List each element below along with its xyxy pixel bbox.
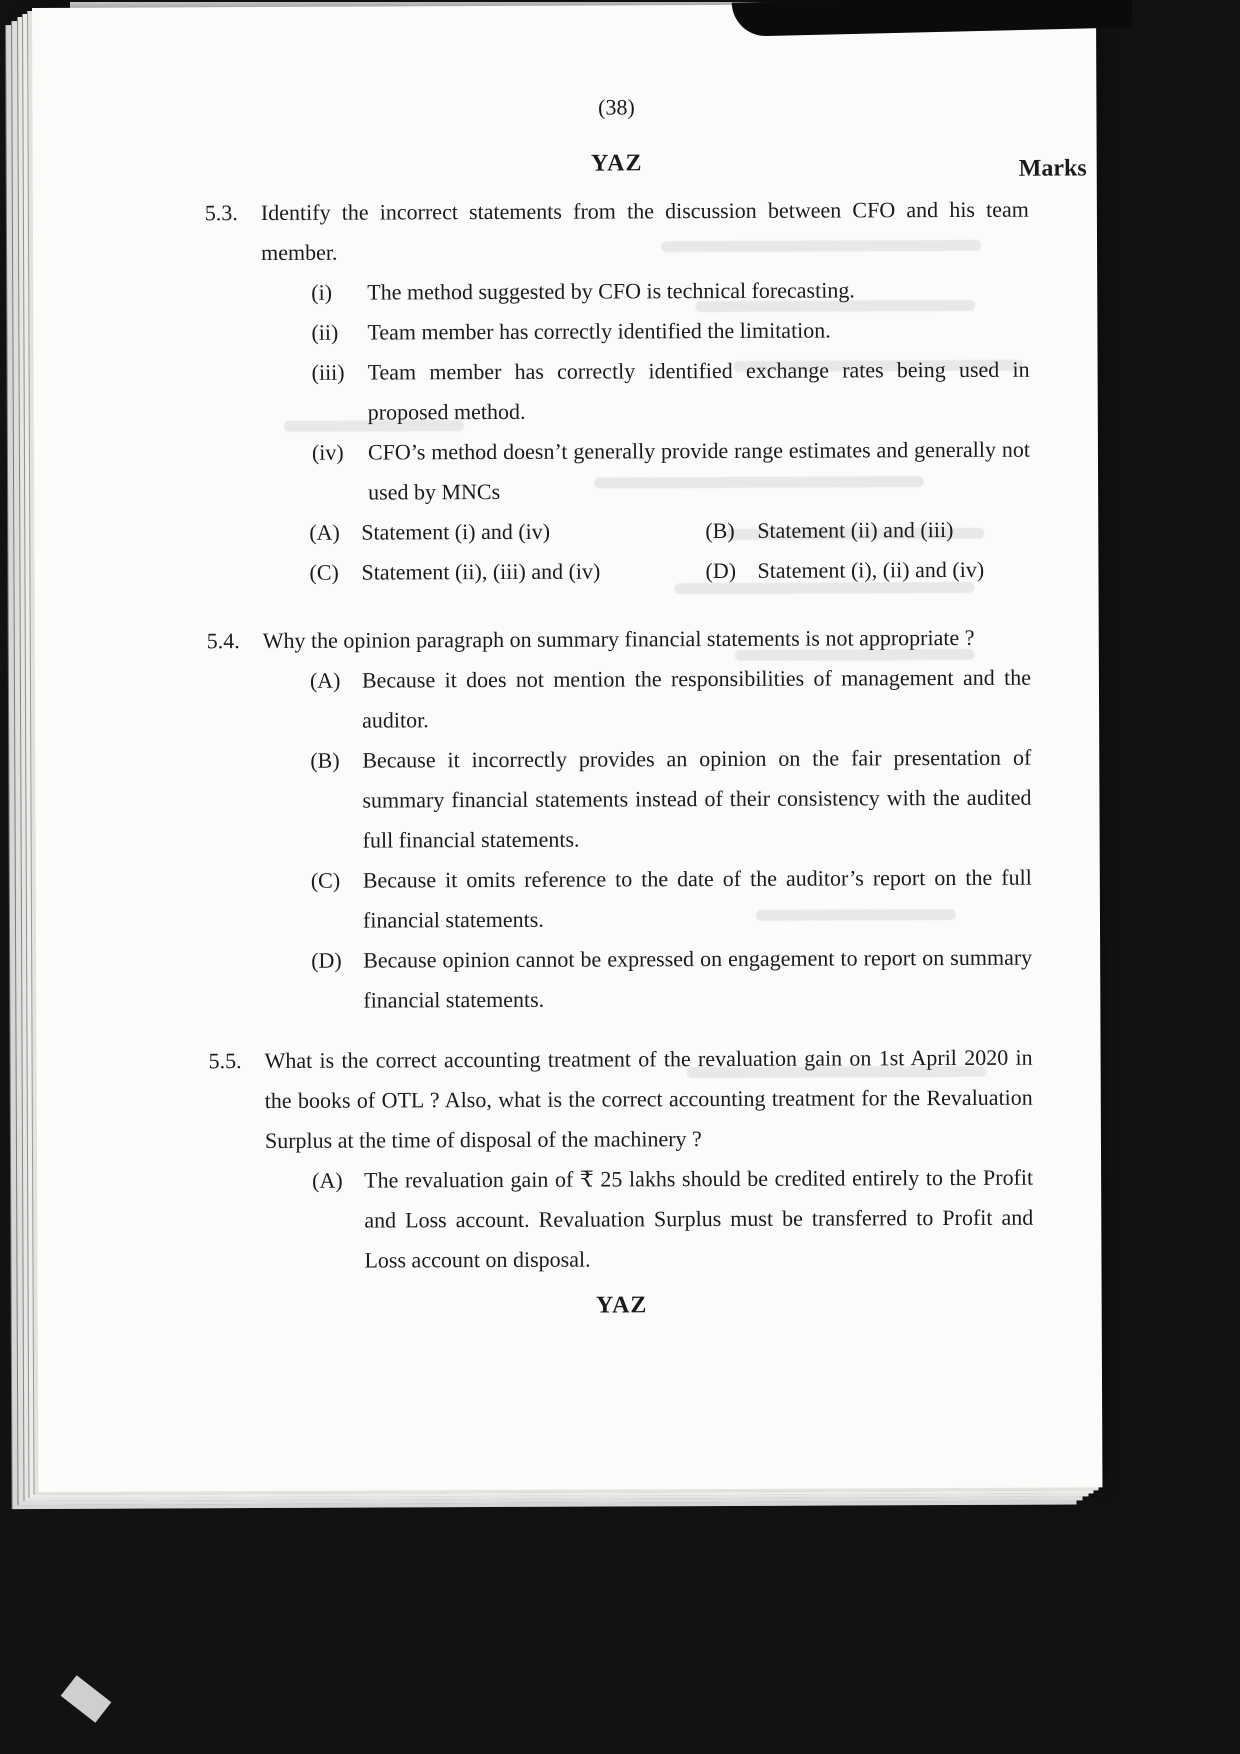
option-text: The revaluation gain of ₹ 25 lakhs should be credited entirely to the Profit and Loss account. Revaluation Surplus must be transferred to Profit and Loss account on disposal.: [364, 1164, 1034, 1273]
question-text: Why the opinion paragraph on summary financial statements is not appropriate ?: [262, 624, 975, 653]
option-list: [312, 1158, 1034, 1281]
statement-text: CFO’s method doesn’t generally provide range estimates and generally not used by MNCs: [367, 436, 1030, 505]
question-5-3: [205, 190, 1031, 594]
option-d: [705, 550, 1030, 591]
option-label: (A): [312, 1167, 343, 1193]
statement-text: Team member has correctly identified exchange rates being used in proposed method.: [367, 356, 1030, 425]
page-number: (38): [598, 94, 635, 120]
statement-text: Team member has correctly identified the limitation.: [367, 317, 831, 345]
option-b: [705, 510, 1030, 551]
statement-label: (iii): [311, 359, 345, 385]
question-5-4: [207, 618, 1033, 1022]
option-label: (A): [309, 667, 341, 693]
option-text: Because it does not mention the responsibilities of management and the auditor.: [361, 664, 1031, 733]
question-number: 5.3.: [204, 200, 238, 226]
statement-label: (ii): [311, 319, 339, 345]
option-b: [310, 738, 1032, 861]
option-label: (C): [310, 867, 341, 893]
question-body: [261, 190, 1031, 593]
marks-label: Marks: [1018, 155, 1087, 182]
question-number: 5.5.: [208, 1048, 242, 1074]
option-label: (D): [311, 947, 342, 973]
option-label: (B): [310, 747, 340, 773]
statement-item: [312, 350, 1030, 433]
option-label: (B): [705, 517, 735, 544]
statement-label: (i): [311, 279, 333, 305]
option-text: Because it incorrectly provides an opinion on the fair presentation of summary financial statements instead of their consistency with the audited full financial statements.: [362, 744, 1032, 853]
scan-bottom-artifact: [61, 1675, 112, 1723]
question-text: Identify the incorrect statements from the discussion between CFO and his team member.: [260, 196, 1029, 266]
question-body: [265, 1038, 1034, 1281]
option-text: Statement (ii), (iii) and (iv): [361, 558, 601, 585]
question-text: What is the correct accounting treatment of the revaluation gain on 1st April 2020 in the books of OTL ? Also, what is the correct accounting treatment for the Revaluation Surplus at the time of disposal of the machinery ?: [264, 1044, 1033, 1153]
question-body: [263, 618, 1033, 1021]
footer-title: YAZ: [595, 1292, 648, 1319]
option-c: [309, 551, 705, 593]
question-5-5: [209, 1038, 1034, 1282]
option-list: [310, 658, 1033, 1021]
page-header: [205, 142, 1087, 186]
option-label: (C): [309, 559, 339, 585]
statement-list: [311, 270, 1030, 513]
statement-item: [311, 310, 1029, 353]
option-label: (A): [309, 519, 340, 545]
question-number: 5.4.: [206, 628, 240, 654]
scanned-page: [32, 3, 1102, 1492]
option-label: (D): [705, 557, 737, 584]
option-text: Because it omits reference to the date of the auditor’s report on the full financial statements.: [362, 864, 1032, 933]
option-text: Statement (i), (ii) and (iv): [757, 556, 985, 583]
option-a: [309, 511, 705, 553]
statement-item: [312, 430, 1030, 513]
option-d: [311, 938, 1032, 1021]
option-c: [311, 858, 1032, 941]
option-text: Statement (ii) and (iii): [757, 516, 954, 543]
option-list: [309, 510, 1030, 593]
statement-label: (iv): [311, 439, 344, 465]
option-text: Statement (i) and (iv): [361, 518, 551, 545]
page-content: [204, 4, 1087, 1328]
statement-text: The method suggested by CFO is technical forecasting.: [367, 277, 855, 305]
option-a: [312, 1158, 1034, 1281]
option-text: Because opinion cannot be expressed on engagement to report on summary financial statements.: [363, 944, 1033, 1013]
statement-item: [311, 270, 1029, 313]
option-a: [310, 658, 1031, 741]
header-title: YAZ: [590, 150, 643, 177]
